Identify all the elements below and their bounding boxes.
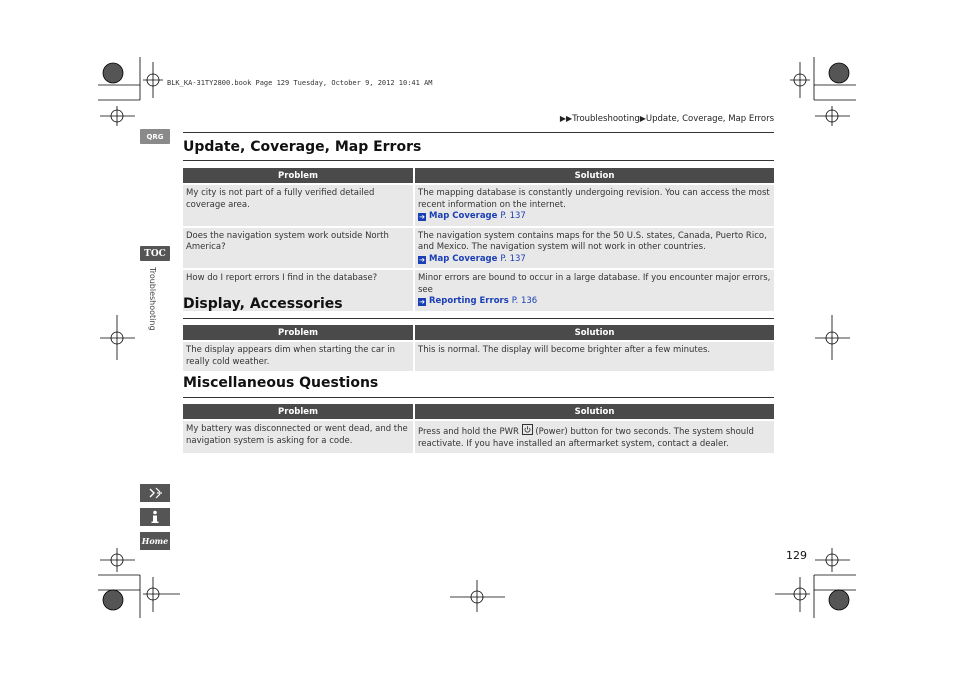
toc-button[interactable]: TOC [140, 246, 170, 261]
voice-command-button[interactable] [140, 484, 170, 502]
column-header-solution: Solution [414, 325, 774, 341]
divider [183, 132, 774, 133]
cross-reference-link[interactable] [418, 296, 537, 306]
power-icon [522, 424, 533, 435]
breadcrumb-item[interactable]: Troubleshooting [572, 114, 640, 124]
column-header-problem: Problem [183, 168, 414, 184]
reference-label: Map Coverage [429, 211, 498, 221]
column-header-problem: Problem [183, 404, 414, 420]
solution-text: (Power) button for two seconds. The system should reactivate. If you have installed an aftermarket system, contact a dealer. [418, 427, 754, 449]
print-header-meta: BLK_KA-31TY2800.book Page 129 Tuesday, October 9, 2012 10:41 AM [167, 79, 433, 87]
divider [183, 318, 774, 319]
solution-cell [414, 184, 774, 227]
reference-label: Map Coverage [429, 253, 498, 264]
reference-page: P. 137 [500, 253, 526, 264]
problem-cell: My city is not part of a fully verified detailed coverage area. [183, 184, 414, 227]
solution-cell [414, 269, 774, 311]
column-header-problem: Problem [183, 325, 414, 341]
breadcrumb [560, 114, 774, 124]
arrow-right-icon: ➔ [419, 298, 425, 306]
breadcrumb-arrow-icon: ▶▶ [559, 114, 573, 123]
table-row [183, 227, 774, 270]
page-number: 129 [786, 549, 807, 562]
section-title: Miscellaneous Questions [183, 375, 379, 391]
column-header-solution: Solution [414, 404, 774, 420]
info-icon [149, 510, 161, 524]
problem-cell: Does the navigation system work outside North America? [183, 227, 414, 270]
information-button[interactable] [140, 508, 170, 526]
solution-text: The navigation system contains maps for the 50 U.S. states, Canada, Puerto Rico, and Mexico. The navigation system will not work in other countries. [418, 230, 767, 252]
problem-cell: My battery was disconnected or went dead, and the navigation system is asking for a code. [183, 420, 414, 453]
solution-cell: This is normal. The display will become brighter after a few minutes. [414, 341, 774, 371]
section-title: Display, Accessories [183, 296, 343, 312]
cross-reference-link[interactable] [418, 211, 526, 221]
section-side-label: Troubleshooting [148, 267, 157, 331]
solution-text: Minor errors are bound to occur in a large database. If you encounter major errors, see [418, 273, 771, 295]
table-row [183, 184, 774, 227]
divider [183, 160, 774, 161]
reference-page: P. 136 [511, 296, 538, 306]
solution-text: Press and hold the PWR [418, 427, 519, 437]
divider [183, 397, 774, 398]
arrow-right-icon: ➔ [419, 255, 425, 264]
table-row [183, 341, 774, 371]
solution-cell [414, 420, 774, 453]
breadcrumb-arrow-icon: ▶ [639, 114, 646, 123]
cross-reference-link[interactable] [418, 254, 526, 264]
solution-text: The mapping database is constantly undergoing revision. You can access the most recent information on the internet. [418, 188, 770, 210]
section-title: Update, Coverage, Map Errors [183, 139, 422, 155]
troubleshooting-table [183, 168, 774, 311]
voice-command-icon [146, 486, 164, 500]
reference-page: P. 137 [500, 211, 526, 221]
troubleshooting-table [183, 325, 774, 371]
home-button[interactable] [140, 532, 170, 550]
solution-cell [414, 227, 774, 270]
qrg-button[interactable]: QRG [140, 129, 170, 144]
arrow-right-icon: ➔ [419, 213, 425, 221]
reference-label: Reporting Errors [429, 296, 509, 306]
troubleshooting-table [183, 404, 774, 453]
problem-cell: How do I report errors I find in the database? [183, 269, 414, 311]
column-header-solution: Solution [414, 168, 774, 184]
breadcrumb-item: Update, Coverage, Map Errors [645, 114, 774, 124]
table-row [183, 420, 774, 453]
problem-cell: The display appears dim when starting the car in really cold weather. [183, 341, 414, 371]
home-label: Home [141, 536, 169, 546]
